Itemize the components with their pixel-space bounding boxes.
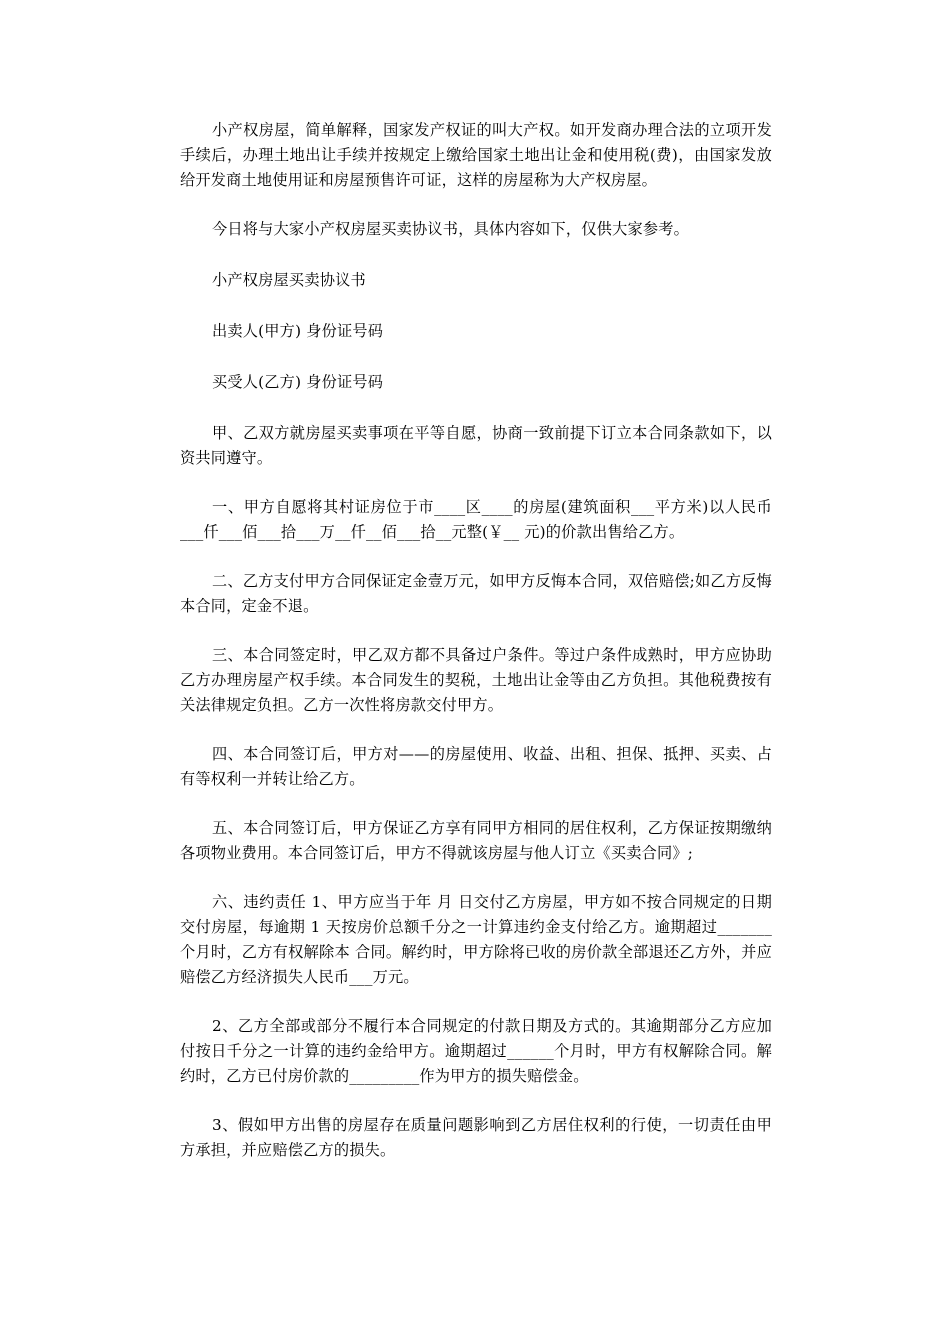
preamble-paragraph: 甲、乙双方就房屋买卖事项在平等自愿，协商一致前提下订立本合同条款如下，以资共同遵守。 — [180, 424, 772, 467]
clause-2: 二、乙方支付甲方合同保证定金壹万元，如甲方反悔本合同，双倍赔偿;如乙方反悔本合同，定金不退。 — [180, 572, 772, 615]
clause-4: 四、本合同签订后，甲方对——的房屋使用、收益、出租、担保、抵押、买卖、占有等权利一并转让给乙方。 — [180, 745, 772, 788]
intro-paragraph: 小产权房屋，简单解释，国家发产权证的叫大产权。如开发商办理合法的立项开发手续后，办理土地出让手续并按规定上缴给国家土地出让金和使用税(费)，由国家发放给开发商土地使用证和房屋预售许可证，这样的房屋称为大产权房屋。 — [180, 121, 772, 189]
clause-3: 三、本合同签定时，甲乙双方都不具备过户条件。等过户条件成熟时，甲方应协助乙方办理房屋产权手续。本合同发生的契税，土地出让金等由乙方负担。其他税费按有关法律规定负担。乙方一次性将房款交付甲方。 — [180, 646, 772, 714]
reference-note: 今日将与大家小产权房屋买卖协议书，具体内容如下，仅供大家参考。 — [212, 220, 690, 238]
clause-1: 一、甲方自愿将其村证房位于市____区____的房屋(建筑面积___平方米)以人民币___仟___佰___拾___万__仟__佰___拾__元整(￥__ 元)的价款出售给乙方。 — [180, 498, 772, 541]
agreement-title: 小产权房屋买卖协议书 — [212, 271, 366, 289]
document-page — [180, 118, 772, 1187]
clause-6: 六、违约责任 1、甲方应当于年 月 日交付乙方房屋，甲方如不按合同规定的日期交付房屋，每逾期 1 天按房价总额千分之一计算违约金支付给乙方。逾期超过_______个月时，乙方有权解除本 合同。解约时，甲方除将已收的房价款全部退还乙方外，并应赔偿乙方经济损失人民币___万元。 — [180, 893, 772, 986]
clause-6-item-3: 3、假如甲方出售的房屋存在质量问题影响到乙方居住权利的行使，一切责任由甲方承担，并应赔偿乙方的损失。 — [180, 1116, 772, 1159]
clause-5: 五、本合同签订后，甲方保证乙方享有同甲方相同的居住权利，乙方保证按期缴纳各项物业费用。本合同签订后，甲方不得就该房屋与他人订立《买卖合同》; — [180, 819, 772, 862]
seller-line: 出卖人(甲方) 身份证号码 — [212, 322, 384, 340]
clause-6-item-2: 2、乙方全部或部分不履行本合同规定的付款日期及方式的。其逾期部分乙方应加付按日千分之一计算的违约金给甲方。逾期超过______个月时，甲方有权解除合同。解约时，乙方已付房价款的_________作为甲方的损失赔偿金。 — [180, 1017, 772, 1085]
buyer-line: 买受人(乙方) 身份证号码 — [212, 373, 384, 391]
